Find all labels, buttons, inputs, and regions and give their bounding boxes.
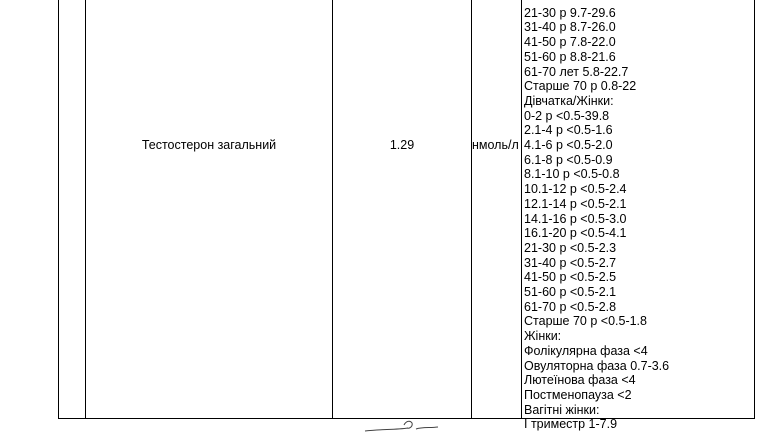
reference-range-line: 14.1-16 р <0.5-3.0 xyxy=(524,211,627,226)
signature-mark xyxy=(360,419,450,433)
column-divider-1 xyxy=(85,0,86,419)
reference-range-line: Овуляторна фаза 0.7-3.6 xyxy=(524,358,670,373)
reference-range-line: 51-60 р <0.5-2.1 xyxy=(524,285,617,300)
reference-range-line: Вагітні жінки: xyxy=(524,402,600,417)
reference-range-line: Жінки: xyxy=(524,329,562,344)
reference-range-line: 12.1-14 р <0.5-2.1 xyxy=(524,196,627,211)
reference-range-line: 16.1-20 р <0.5-4.1 xyxy=(524,226,627,241)
reference-range-line: 31-40 р <0.5-2.7 xyxy=(524,255,617,270)
reference-range-line: Старше 70 р 0.8-22 xyxy=(524,79,637,94)
reference-range-line: 41-50 р 7.8-22.0 xyxy=(524,35,616,50)
test-result: 1.29 xyxy=(389,138,415,152)
reference-range-line: 10.1-12 р <0.5-2.4 xyxy=(524,182,627,197)
reference-range-line: Дівчатка/Жінки: xyxy=(524,93,614,108)
reference-range-line: 0-2 р <0.5-39.8 xyxy=(524,108,610,123)
test-unit: нмоль/л xyxy=(472,138,519,152)
reference-range-line: 2.1-4 р <0.5-1.6 xyxy=(524,123,613,138)
reference-range-line: 4.1-6 р <0.5-2.0 xyxy=(524,138,613,153)
reference-range-line: І триместр 1-7.9 xyxy=(524,417,618,432)
reference-range-line: 21-30 р 9.7-29.6 xyxy=(524,5,616,20)
reference-range-line: 6.1-8 р <0.5-0.9 xyxy=(524,152,613,167)
reference-range-line: Фолікулярна фаза <4 xyxy=(524,343,648,358)
column-divider-4 xyxy=(521,0,522,419)
column-divider-2 xyxy=(332,0,333,419)
reference-range-line: Лютеїнова фаза <4 xyxy=(524,373,636,388)
test-name: Тестостерон загальний xyxy=(141,138,277,152)
reference-range-line: 61-70 лет 5.8-22.7 xyxy=(524,64,629,79)
reference-range-line: Старше 70 р <0.5-1.8 xyxy=(524,314,647,329)
reference-range-line: 61-70 р <0.5-2.8 xyxy=(524,299,617,314)
column-divider-3 xyxy=(471,0,472,419)
reference-range-line: 51-60 р 8.8-21.6 xyxy=(524,49,616,64)
reference-range-line: 31-40 р 8.7-26.0 xyxy=(524,20,616,35)
table-border-left xyxy=(58,0,59,419)
reference-range-line: 41-50 р <0.5-2.5 xyxy=(524,270,617,285)
reference-range-list xyxy=(524,0,669,432)
table-border-right xyxy=(754,0,755,419)
reference-range-line: Постменопауза <2 xyxy=(524,387,632,402)
reference-range-line: 21-30 р <0.5-2.3 xyxy=(524,240,617,255)
reference-range-line: 8.1-10 р <0.5-0.8 xyxy=(524,167,620,182)
